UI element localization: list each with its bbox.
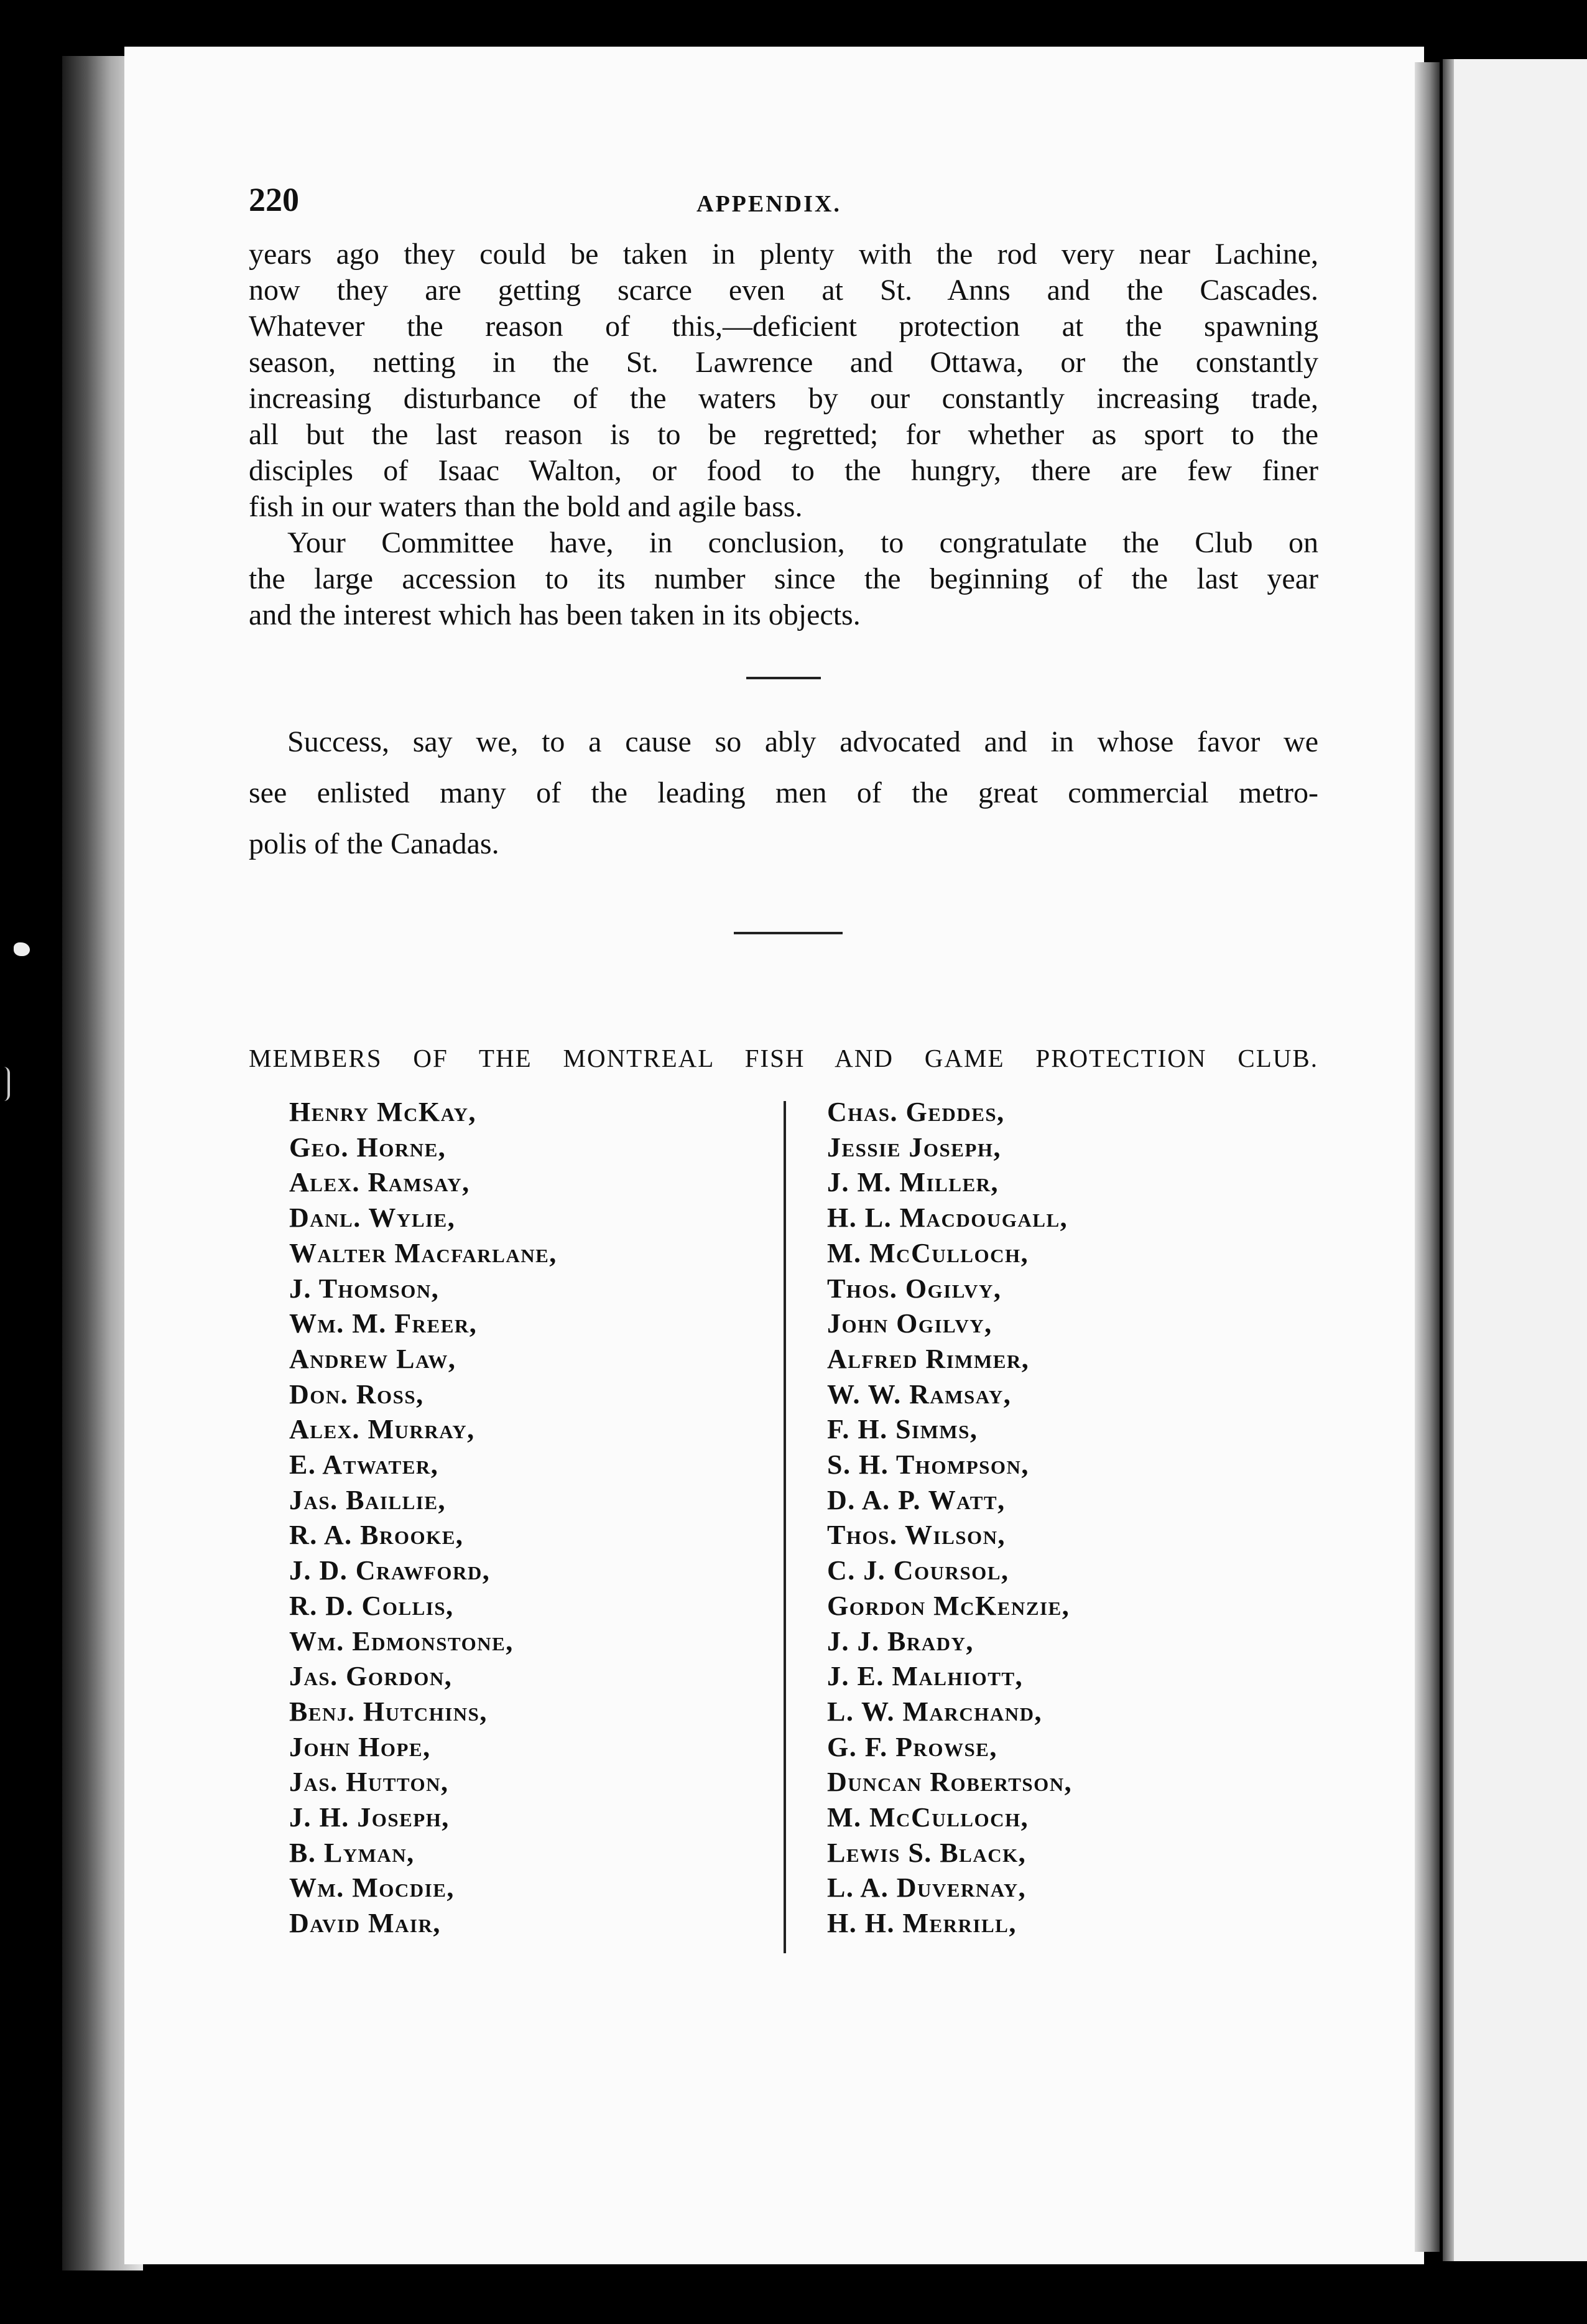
member-name: J. J. Brady, (827, 1625, 974, 1657)
member-name: Danl. Wylie, (289, 1202, 456, 1234)
member-name: R. A. Brooke, (289, 1520, 464, 1551)
member-name: Alex. Murray, (289, 1414, 475, 1445)
member-name: Thos. Wilson, (827, 1520, 1006, 1551)
member-name: W. W. Ramsay, (827, 1378, 1012, 1410)
facing-page-spine (1443, 59, 1454, 2261)
member-name: J. H. Joseph, (289, 1802, 450, 1833)
member-name: J. D. Crawford, (289, 1555, 491, 1586)
member-name: Jas. Hutton, (289, 1767, 449, 1798)
member-name: B. Lyman, (289, 1837, 415, 1868)
member-name: R. D. Collis, (289, 1590, 454, 1621)
member-name: D. A. P. Watt, (827, 1484, 1006, 1515)
text-line: see enlisted many of the leading men of the great commercial metro- (249, 776, 1318, 809)
members-list (249, 1095, 1318, 1966)
member-name: Chas. Geddes, (827, 1097, 1005, 1127)
member-name: Andrew Law, (289, 1343, 456, 1374)
page-header (249, 180, 1318, 236)
margin-bracket (4, 1067, 10, 1101)
column-divider (784, 1101, 786, 1953)
member-name: Wm. Mocdie, (289, 1872, 455, 1903)
page-gutter-shadow (1415, 62, 1440, 2252)
member-name: F. H. Simms, (827, 1414, 978, 1445)
members-right-column (827, 1095, 1072, 1941)
text-line: fish in our waters than the bold and agile bass. (249, 490, 803, 523)
member-name: L. A. Duvernay, (827, 1872, 1027, 1903)
running-head: APPENDIX. (696, 191, 841, 217)
member-name: M. McCulloch, (827, 1802, 1029, 1833)
editorial-comment (249, 717, 1318, 870)
report-paragraph (249, 236, 1318, 525)
text-line: polis of the Canadas. (249, 827, 499, 860)
member-name: Wm. M. Freer, (289, 1308, 478, 1339)
member-name: G. F. Prowse, (827, 1731, 997, 1762)
text-line: the large accession to its number since the beginning of the last year (249, 562, 1318, 595)
member-name: John Ogilvy, (827, 1308, 992, 1339)
member-name: S. H. Thompson, (827, 1449, 1029, 1480)
member-name: David Mair, (289, 1908, 441, 1939)
member-name: Wm. Edmonstone, (289, 1625, 514, 1657)
member-name: J. Thomson, (289, 1273, 440, 1304)
text-line: Success, say we, to a cause so ably advocated and in whose favor we (287, 725, 1318, 758)
page-content (249, 180, 1318, 1966)
text-line: disciples of Isaac Walton, or food to the hungry, there are few finer (249, 454, 1318, 487)
margin-blot (14, 942, 30, 956)
member-name: C. J. Coursol, (827, 1555, 1009, 1586)
member-name: Alfred Rimmer, (827, 1343, 1030, 1374)
text-line: increasing disturbance of the waters by our constantly increasing trade, (249, 382, 1318, 415)
member-name: J. E. Malhiott, (827, 1661, 1024, 1692)
text-line: all but the last reason is to be regretted; for whether as sport to the (249, 418, 1318, 451)
text-line: season, netting in the St. Lawrence and Ottawa, or the constantly (249, 346, 1318, 379)
member-name: John Hope, (289, 1731, 431, 1762)
member-name: Jessie Joseph, (827, 1132, 1001, 1163)
section-rule (734, 932, 843, 934)
members-heading: MEMBERS OF THE MONTREAL FISH AND GAME PROTECTION CLUB. (249, 1044, 1318, 1072)
members-left-column (289, 1095, 557, 1941)
section-rule (746, 677, 821, 679)
member-name: H. L. Macdougall, (827, 1202, 1068, 1234)
member-name: Duncan Robertson, (827, 1767, 1073, 1798)
text-line: Your Committee have, in conclusion, to congratulate the Club on (287, 526, 1318, 559)
member-name: L. W. Marchand, (827, 1696, 1042, 1727)
conclusion-paragraph (249, 525, 1318, 633)
member-name: Benj. Hutchins, (289, 1696, 488, 1727)
text-line: years ago they could be taken in plenty with the rod very near Lachine, (249, 238, 1318, 271)
member-name: Jas. Gordon, (289, 1661, 453, 1692)
member-name: E. Atwater, (289, 1449, 439, 1480)
member-name: Jas. Baillie, (289, 1484, 446, 1515)
page-number: 220 (249, 181, 299, 218)
member-name: H. H. Merrill, (827, 1908, 1017, 1939)
member-name: Lewis S. Black, (827, 1837, 1027, 1868)
member-name: Walter Macfarlane, (289, 1237, 557, 1268)
member-name: Thos. Ogilvy, (827, 1273, 1002, 1304)
member-name: Don. Ross, (289, 1378, 424, 1410)
member-name: Alex. Ramsay, (289, 1167, 470, 1198)
member-name: M. McCulloch, (827, 1237, 1029, 1268)
text-line: and the interest which has been taken in its objects. (249, 598, 861, 631)
text-line: now they are getting scarce even at St. Anns and the Cascades. (249, 274, 1318, 307)
member-name: Gordon McKenzie, (827, 1590, 1070, 1621)
text-line: Whatever the reason of this,—deficient protection at the spawning (249, 310, 1318, 343)
member-name: J. M. Miller, (827, 1167, 999, 1198)
member-name: Geo. Horne, (289, 1132, 446, 1163)
facing-page (1443, 59, 1587, 2261)
member-name: Henry McKay, (289, 1097, 477, 1127)
